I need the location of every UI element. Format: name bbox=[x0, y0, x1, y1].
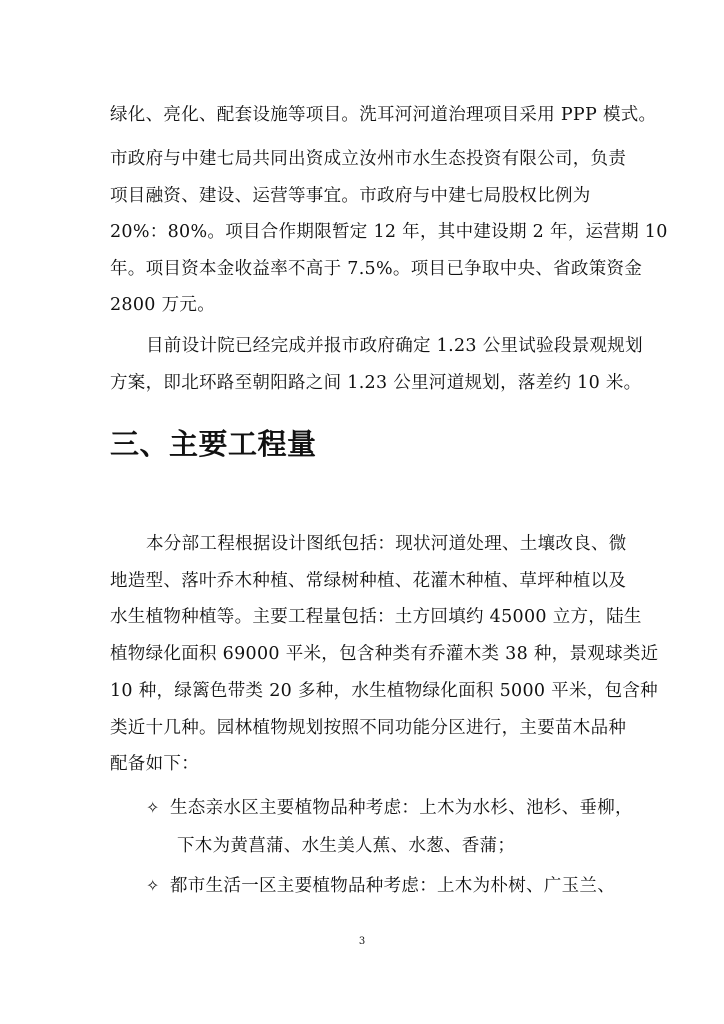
bullet-text: 都市生活一区主要植物品种考虑：上木为朴树、广玉兰、 bbox=[170, 876, 615, 896]
bullet-item bbox=[146, 873, 615, 899]
paragraph-line: 方案，即北环路至朝阳路之间 1.23 公里河道规划，落差约 10 米。 bbox=[110, 373, 642, 393]
bullet-text: 生态亲水区主要植物品种考虑：上木为水杉、池杉、垂柳， bbox=[170, 798, 633, 818]
paragraph-line: 地造型、落叶乔木种植、常绿树种植、花灌木种植、草坪种植以及 bbox=[110, 571, 627, 591]
paragraph-line: 20%：80%。项目合作期限暂定 12 年，其中建设期 2 年，运营期 10 bbox=[110, 222, 668, 242]
paragraph-line: 类近十几种。园林植物规划按照不同功能分区进行，主要苗木品种 bbox=[110, 718, 627, 738]
paragraph-line: 10 种，绿篱色带类 20 多种，水生植物绿化面积 5000 平米，包含种 bbox=[110, 681, 658, 701]
paragraph-line: 市政府与中建七局共同出资成立汝州市水生态投资有限公司，负责 bbox=[110, 149, 627, 169]
paragraph-line: 植物绿化面积 69000 平米，包含种类有乔灌木类 38 种，景观球类近 bbox=[110, 644, 659, 664]
page-number: 3 bbox=[358, 936, 366, 947]
diamond-star-bullet-icon: ✧ bbox=[146, 798, 160, 817]
paragraph-line: 绿化、亮化、配套设施等项目。洗耳河河道治理项目采用 PPP 模式。 bbox=[110, 105, 657, 125]
paragraph-line: 水生植物种植等。主要工程量包括：土方回填约 45000 立方，陆生 bbox=[110, 607, 642, 627]
paragraph-line: 2800 万元。 bbox=[110, 295, 215, 315]
paragraph-line: 年。项目资本金收益率不高于 7.5%。项目已争取中央、省政策资金 bbox=[110, 259, 643, 279]
bullet-item bbox=[146, 795, 633, 821]
paragraph-line: 项目融资、建设、运营等事宜。市政府与中建七局股权比例为 bbox=[110, 186, 591, 206]
paragraph-line: 目前设计院已经完成并报市政府确定 1.23 公里试验段景观规划 bbox=[146, 336, 643, 356]
section-heading: 三、主要工程量 bbox=[110, 427, 317, 461]
diamond-star-bullet-icon: ✧ bbox=[146, 876, 160, 895]
bullet-continuation: 下木为黄菖蒲、水生美人蕉、水葱、香蒲； bbox=[177, 836, 516, 856]
paragraph-line: 本分部工程根据设计图纸包括：现状河道处理、土壤改良、微 bbox=[146, 534, 627, 554]
paragraph-line: 配备如下： bbox=[110, 754, 199, 774]
